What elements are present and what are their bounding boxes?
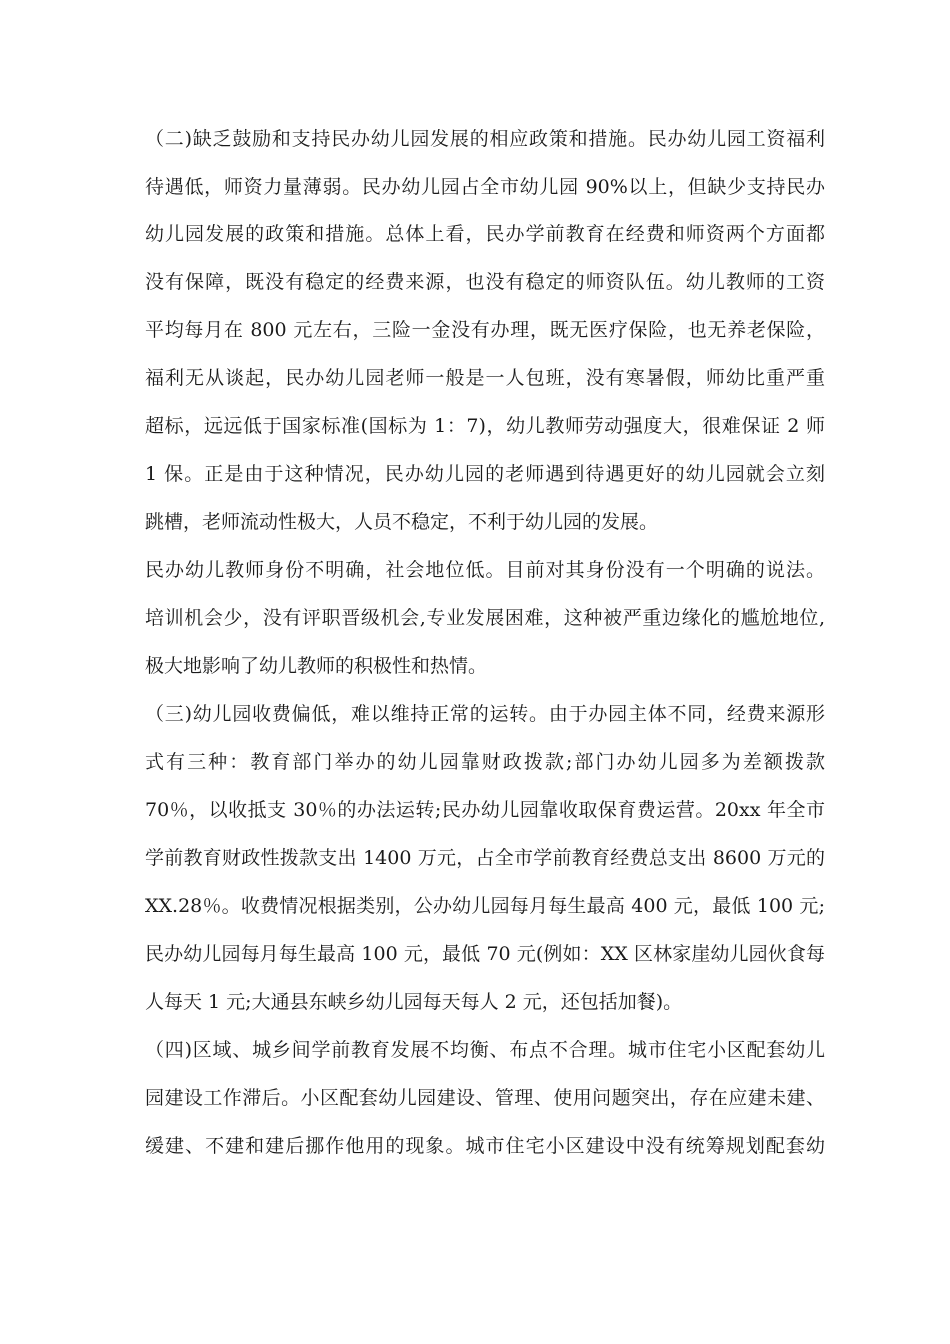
text-line: 幼儿园发展的政策和措施。总体上看，民办学前教育在经费和师资两个方面都 (145, 223, 825, 245)
text-line: 1 保。正是由于这种情况，民办幼儿园的老师遇到待遇更好的幼儿园就会立刻 (145, 463, 825, 485)
text-line: 70％，以收抵支 30％的办法运转;民办幼儿园靠收取保育费运营。20xx 年全市 (145, 799, 825, 821)
text-line: 民办幼儿教师身份不明确，社会地位低。目前对其身份没有一个明确的说法。 (145, 559, 825, 581)
text-line: 福利无从谈起，民办幼儿园老师一般是一人包班，没有寒暑假，师幼比重严重 (145, 367, 825, 389)
text-line: （四)区域、城乡间学前教育发展不均衡、布点不合理。城市住宅小区配套幼儿 (145, 1039, 825, 1061)
text-line: 园建设工作滞后。小区配套幼儿园建设、管理、使用问题突出，存在应建未建、 (145, 1087, 825, 1109)
text-line: 超标，远远低于国家标准(国标为 1：7)，幼儿教师劳动强度大，很难保证 2 师 (145, 415, 825, 437)
text-line: 培训机会少，没有评职晋级机会,专业发展困难，这种被严重边缘化的尴尬地位, (145, 607, 825, 629)
text-line: 极大地影响了幼儿教师的积极性和热情。 (145, 655, 488, 677)
text-line: XX.28％。收费情况根据类别，公办幼儿园每月每生最高 400 元，最低 100 元; (145, 895, 825, 917)
text-line: 民办幼儿园每月每生最高 100 元，最低 70 元(例如：XX 区林家崖幼儿园伙食每 (145, 943, 825, 965)
text-line: （二)缺乏鼓励和支持民办幼儿园发展的相应政策和措施。民办幼儿园工资福利 (145, 128, 825, 150)
text-line: 平均每月在 800 元左右，三险一金没有办理，既无医疗保险，也无养老保险， (145, 319, 825, 341)
text-line: 学前教育财政性拨款支出 1400 万元，占全市学前教育经费总支出 8600 万元的 (145, 847, 825, 869)
text-line: 人每天 1 元;大通县东峡乡幼儿园每天每人 2 元，还包括加餐)。 (145, 991, 683, 1013)
text-line: 待遇低，师资力量薄弱。民办幼儿园占全市幼儿园 90%以上，但缺少支持民办 (145, 176, 825, 198)
text-line: 式有三种：教育部门举办的幼儿园靠财政拨款;部门办幼儿园多为差额拨款 (145, 751, 825, 773)
text-line: 没有保障，既没有稳定的经费来源，也没有稳定的师资队伍。幼儿教师的工资 (145, 271, 825, 293)
text-line: 缓建、不建和建后挪作他用的现象。城市住宅小区建设中没有统筹规划配套幼 (145, 1135, 825, 1157)
text-line: 跳槽，老师流动性极大，人员不稳定，不利于幼儿园的发展。 (145, 511, 659, 533)
text-line: （三)幼儿园收费偏低，难以维持正常的运转。由于办园主体不同，经费来源形 (145, 703, 825, 725)
